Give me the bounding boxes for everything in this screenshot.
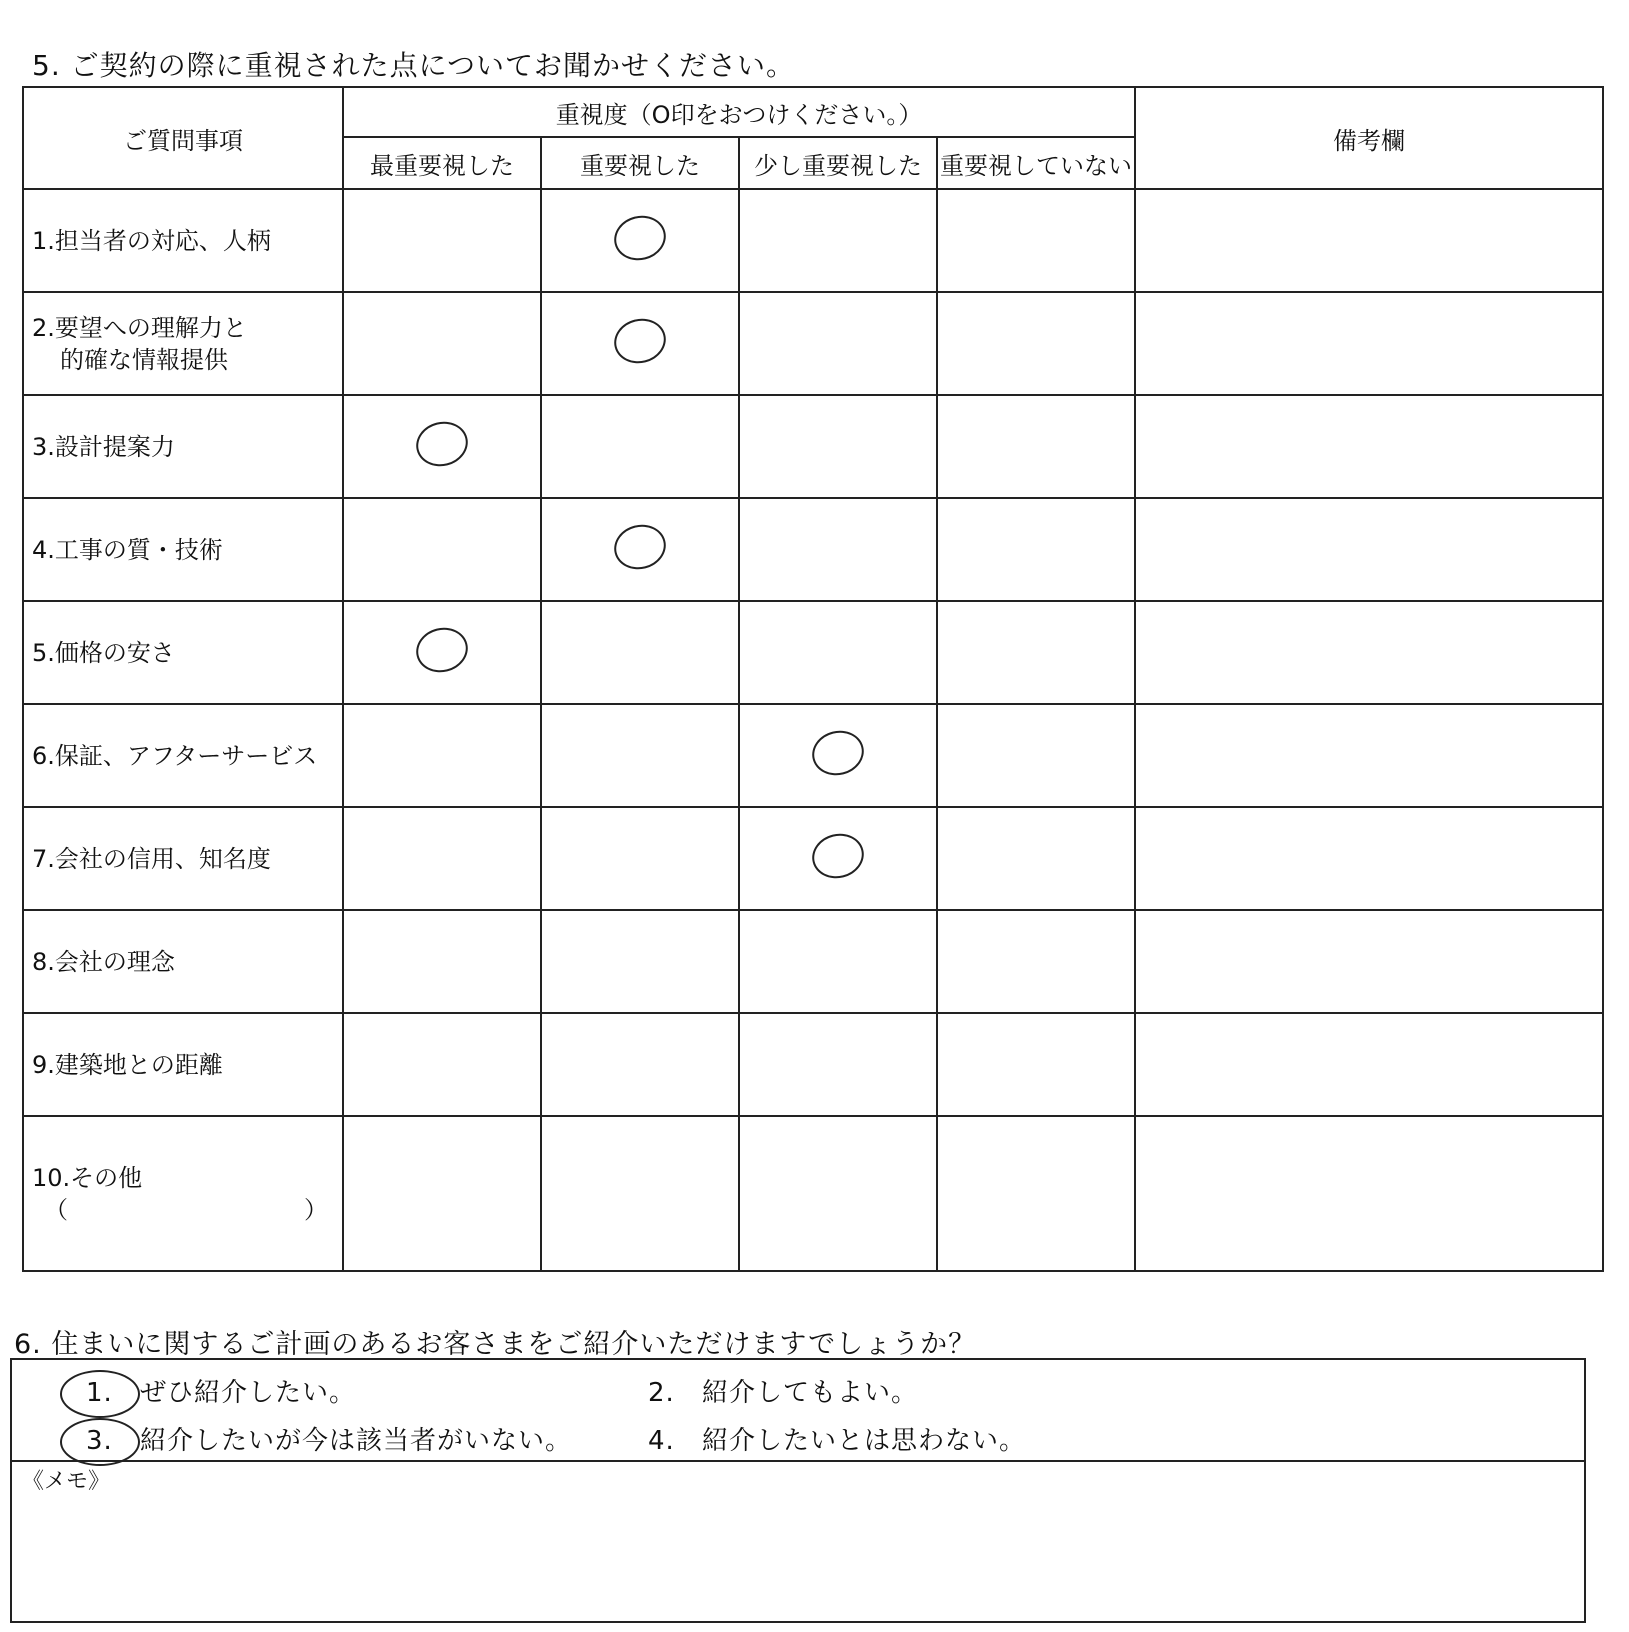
circle-mark	[411, 622, 472, 677]
importance-cell[interactable]	[343, 1013, 541, 1116]
question-label: 9.建築地との距離	[32, 1050, 223, 1079]
question-column-header: ご質問事項	[23, 87, 343, 189]
importance-cell[interactable]	[343, 807, 541, 910]
importance-cell[interactable]	[739, 498, 937, 601]
remarks-cell[interactable]	[1135, 601, 1603, 704]
question-label: 7.会社の信用、知名度	[32, 844, 271, 873]
importance-cell[interactable]	[937, 292, 1135, 395]
question-cell	[23, 1116, 343, 1271]
question-cell	[23, 292, 343, 395]
importance-group-header: 重視度（O印をおつけください。）	[343, 87, 1135, 137]
importance-cell[interactable]	[541, 1116, 739, 1271]
question-cell	[23, 807, 343, 910]
importance-survey-table	[22, 86, 1604, 1272]
importance-cell[interactable]	[541, 189, 739, 292]
question-label: 1.担当者の対応、人柄	[32, 226, 271, 255]
importance-cell[interactable]	[937, 395, 1135, 498]
circle-mark	[807, 725, 868, 780]
referral-option-3[interactable]	[86, 1420, 572, 1457]
importance-cell[interactable]	[937, 189, 1135, 292]
section-6-title: 6. 住まいに関するご計画のあるお客さまをご紹介いただけますでしょうか？	[14, 1329, 977, 1360]
option-text: ぜひ紹介したい。	[140, 1378, 357, 1408]
importance-cell[interactable]	[937, 601, 1135, 704]
question-cell	[23, 704, 343, 807]
importance-cell[interactable]	[541, 395, 739, 498]
survey-row	[23, 807, 1603, 910]
question-label: 4.工事の質・技術	[32, 535, 223, 564]
importance-cell[interactable]	[937, 1013, 1135, 1116]
importance-cell[interactable]	[937, 910, 1135, 1013]
referral-box	[10, 1358, 1586, 1623]
remarks-cell[interactable]	[1135, 704, 1603, 807]
survey-row	[23, 189, 1603, 292]
importance-cell[interactable]	[739, 395, 937, 498]
level-header-important: 重要視した	[541, 137, 739, 189]
importance-cell[interactable]	[343, 498, 541, 601]
importance-cell[interactable]	[343, 189, 541, 292]
referral-option-1[interactable]	[86, 1372, 356, 1409]
remarks-cell[interactable]	[1135, 292, 1603, 395]
memo-divider	[12, 1460, 1584, 1462]
remarks-cell[interactable]	[1135, 1013, 1603, 1116]
circle-mark	[609, 313, 670, 368]
importance-cell[interactable]	[937, 498, 1135, 601]
remarks-cell[interactable]	[1135, 910, 1603, 1013]
question-label: 8.会社の理念	[32, 947, 175, 976]
survey-row	[23, 498, 1603, 601]
survey-row	[23, 1116, 1603, 1271]
level-header-somewhat-important: 少し重要視した	[739, 137, 937, 189]
importance-cell[interactable]	[343, 1116, 541, 1271]
option-text: 紹介してもよい。	[702, 1378, 919, 1408]
question-cell	[23, 395, 343, 498]
importance-cell[interactable]	[343, 395, 541, 498]
importance-cell[interactable]	[739, 292, 937, 395]
question-label: 3.設計提案力	[32, 432, 175, 461]
circle-mark	[411, 416, 472, 471]
remarks-cell[interactable]	[1135, 498, 1603, 601]
importance-cell[interactable]	[937, 704, 1135, 807]
survey-row	[23, 704, 1603, 807]
question-label: 10.その他	[32, 1163, 143, 1192]
importance-cell[interactable]	[343, 910, 541, 1013]
importance-cell[interactable]	[343, 292, 541, 395]
importance-cell[interactable]	[343, 601, 541, 704]
level-header-most-important: 最重要視した	[343, 137, 541, 189]
importance-cell[interactable]	[739, 704, 937, 807]
circle-mark	[807, 828, 868, 883]
remarks-cell[interactable]	[1135, 807, 1603, 910]
other-specify-field: （ ）	[44, 1195, 330, 1224]
remarks-cell[interactable]	[1135, 189, 1603, 292]
survey-row	[23, 292, 1603, 395]
importance-cell[interactable]	[937, 1116, 1135, 1271]
importance-cell[interactable]	[541, 601, 739, 704]
importance-cell[interactable]	[541, 292, 739, 395]
question-label: 2.要望への理解力と	[32, 313, 247, 342]
survey-rows	[23, 189, 1603, 1271]
question-sublabel: 的確な情報提供	[60, 345, 228, 374]
memo-label: 《メモ》	[22, 1469, 111, 1494]
remarks-cell[interactable]	[1135, 395, 1603, 498]
survey-row	[23, 601, 1603, 704]
survey-row	[23, 910, 1603, 1013]
option-text: 紹介したいが今は該当者がいない。	[140, 1426, 573, 1456]
importance-cell[interactable]	[739, 189, 937, 292]
question-cell	[23, 601, 343, 704]
option-text: 紹介したいとは思わない。	[702, 1426, 1027, 1456]
level-header-not-important: 重要視していない	[937, 137, 1135, 189]
importance-cell[interactable]	[739, 807, 937, 910]
option-number: 4.	[648, 1426, 675, 1456]
importance-cell[interactable]	[541, 910, 739, 1013]
option-number: 3.	[86, 1426, 140, 1456]
importance-cell[interactable]	[343, 704, 541, 807]
question-cell	[23, 189, 343, 292]
importance-cell[interactable]	[739, 910, 937, 1013]
circle-mark	[609, 210, 670, 265]
question-cell	[23, 910, 343, 1013]
question-cell	[23, 1013, 343, 1116]
option-number: 2.	[648, 1378, 675, 1408]
circle-mark	[609, 519, 670, 574]
importance-cell[interactable]	[739, 1013, 937, 1116]
importance-cell[interactable]	[541, 704, 739, 807]
importance-cell[interactable]	[739, 1116, 937, 1271]
remarks-cell[interactable]	[1135, 1116, 1603, 1271]
section-5-title: 5. ご契約の際に重視された点についてお聞かせください。	[32, 49, 796, 82]
importance-cell[interactable]	[937, 807, 1135, 910]
question-label: 5.価格の安さ	[32, 638, 175, 667]
option-number: 1.	[86, 1378, 140, 1408]
remarks-column-header: 備考欄	[1135, 87, 1603, 189]
referral-option-4[interactable]	[648, 1420, 1026, 1457]
survey-row	[23, 395, 1603, 498]
importance-cell[interactable]	[739, 601, 937, 704]
question-cell	[23, 498, 343, 601]
survey-row	[23, 1013, 1603, 1116]
question-label: 6.保証、アフターサービス	[32, 741, 318, 770]
importance-cell[interactable]	[541, 807, 739, 910]
importance-cell[interactable]	[541, 1013, 739, 1116]
referral-option-2[interactable]	[648, 1372, 918, 1409]
importance-cell[interactable]	[541, 498, 739, 601]
